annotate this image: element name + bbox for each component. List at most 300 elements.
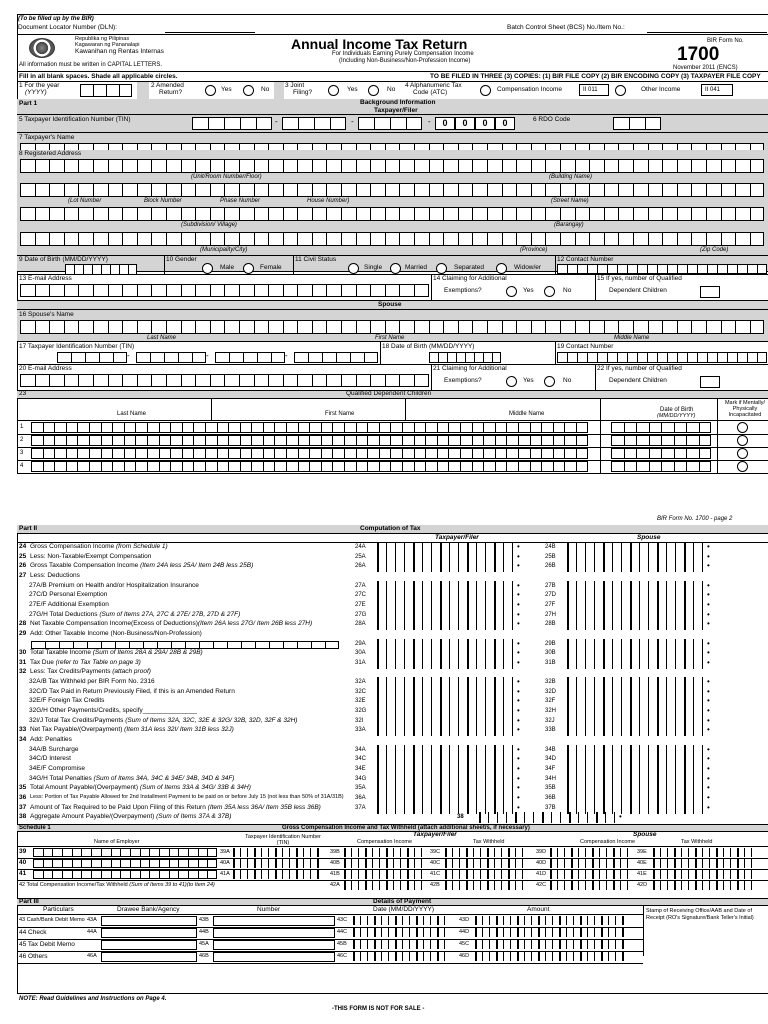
child-dob-field[interactable]	[611, 435, 711, 446]
dln-label: Document Locator Number (DLN):	[18, 24, 117, 31]
amount-field-taxpayer[interactable]	[377, 658, 521, 669]
item1-sub: (YYYY)	[25, 89, 47, 96]
atc-other-radio[interactable]	[615, 85, 626, 96]
line-code-a: 36A	[355, 794, 366, 801]
payment-code: 45C	[459, 941, 470, 947]
exemption-yes-label: Yes	[523, 287, 534, 294]
child-name-field[interactable]	[31, 435, 588, 446]
child-name-field[interactable]	[31, 422, 588, 433]
line-number: 33	[19, 726, 27, 734]
line42-code: 42A	[330, 882, 340, 888]
line-code-a: 32A	[355, 679, 366, 686]
line-number: 28	[19, 620, 27, 628]
line-description: 34G/H Total Penalties (Sum of Items 34A, 34C & 34E/ 34B, 34D & 34F)	[29, 774, 235, 782]
line-description: 32I/J Total Tax Credits/Payments (Sum of Items 32A, 32C, 32E & 32G/ 32B, 32D, 32F & 32H)	[29, 716, 298, 724]
tin-part2[interactable]	[282, 117, 346, 130]
spouse-tin-part1[interactable]	[57, 352, 127, 363]
line-number: 24	[19, 543, 27, 550]
comp-income-field[interactable]	[344, 870, 428, 879]
line-description: 32A/B Tax Withheld per BIR Form No. 2316	[29, 678, 155, 686]
schedule-code: 41E	[637, 871, 647, 877]
amount-field-total[interactable]	[479, 812, 623, 823]
spouse-dob-field[interactable]	[429, 352, 501, 363]
employer-tin-field[interactable]	[233, 870, 324, 879]
amount-field-spouse[interactable]	[567, 561, 711, 572]
spouse-comp-income-field[interactable]	[550, 870, 634, 879]
building-caption: (Building Name)	[549, 174, 593, 180]
child-dob-field[interactable]	[611, 422, 711, 433]
tax-withheld-field[interactable]	[445, 870, 529, 879]
item15-label: 15 If yes, number of Qualified	[597, 275, 682, 282]
line-code-b: 32H	[545, 708, 557, 715]
payment-code: 46A	[87, 953, 97, 959]
unit-caption: (Unit/Room Number/Floor)	[191, 174, 262, 180]
line-code-b: 31B	[545, 659, 556, 666]
item22-label: 22 If yes, number of Qualified	[597, 365, 682, 372]
item14-label: 14 Claiming for Additional	[433, 275, 507, 282]
incapacitated-radio[interactable]	[737, 435, 748, 446]
comp-income-field[interactable]	[344, 859, 428, 868]
payment-code: 46D	[459, 953, 470, 959]
page2-label: BIR Form No. 1700 - page 2	[657, 516, 733, 522]
tin-dash3: -	[428, 117, 431, 126]
line-number: 31	[19, 658, 27, 666]
spouse-total-tw-field[interactable]	[653, 881, 758, 890]
spouse-tin-dash3: -	[285, 351, 288, 360]
payment-date-field[interactable]	[353, 940, 451, 949]
spouse-email-field[interactable]	[20, 374, 430, 387]
schedule1-title: Gross Compensation Income and Tax Withheld (attach additional sheet/s, if necessary)	[282, 825, 530, 831]
spouse-tax-withheld-field[interactable]	[653, 870, 758, 879]
line-description: 27C/D Personal Exemption	[29, 591, 108, 599]
spouse-comp-income-field[interactable]	[550, 848, 634, 857]
item3-label: 3 Joint	[285, 82, 305, 89]
spouse-comp-income-field[interactable]	[550, 859, 634, 868]
guideline-note: NOTE: Read Guidelines and Instructions on Page 4.	[19, 996, 167, 1002]
address-line2[interactable]	[20, 183, 768, 197]
incapacitated-radio[interactable]	[737, 461, 748, 472]
joint-no-radio[interactable]	[368, 85, 379, 96]
item23-label: 23	[19, 390, 27, 397]
children-heading: Qualified Dependent Children	[346, 390, 432, 397]
payment-code: 44B	[199, 929, 209, 935]
schedule-code: 39A	[220, 849, 230, 855]
schedule-code: 40A	[220, 860, 230, 866]
employer-caption: Name of Employer	[94, 839, 140, 845]
computation-heading: Computation of Tax	[360, 525, 421, 532]
amended-yes-radio[interactable]	[205, 85, 216, 96]
subdivision-caption: (Subdivision/ Village)	[181, 222, 237, 228]
payment-code: 45B	[337, 941, 347, 947]
line-code-a: 33A	[355, 727, 366, 734]
child-middle-caption: Middle Name	[509, 411, 545, 417]
spouse-tax-withheld-field[interactable]	[653, 859, 758, 868]
form-date: November 2011 (ENCS)	[673, 65, 738, 71]
spouse-middle-caption: Middle Name	[614, 335, 650, 341]
drawee-caption: Drawee Bank/Agency	[117, 906, 180, 913]
child-row-number: 2	[20, 437, 24, 443]
agency-line3: Kawanihan ng Rentas Internas	[75, 48, 164, 55]
child-dob-field[interactable]	[611, 461, 711, 472]
employer-tin-field[interactable]	[233, 848, 324, 857]
child-name-field[interactable]	[31, 448, 588, 459]
tin-branch[interactable]: 0 0 0 0	[435, 117, 515, 130]
amount-field-taxpayer[interactable]	[377, 561, 521, 572]
zip-caption: (Zip Code)	[700, 247, 729, 253]
item21-sub: Exemptions?	[444, 377, 482, 384]
atc-code2: II 041	[701, 84, 733, 96]
line-code-b: 30B	[545, 650, 556, 657]
item9-label: 9 Date of Birth (MM/DD/YYYY)	[19, 256, 108, 263]
sched-tw-caption: Tax Withheld	[473, 839, 505, 845]
spouse-first-caption: First Name	[375, 335, 405, 341]
lot-caption: (Lot Number	[68, 198, 102, 204]
sched-taxpayer-heading: Taxpayer/Filer	[413, 831, 457, 838]
child-row-number: 3	[20, 450, 24, 456]
total-tax-withheld-field[interactable]	[445, 881, 529, 890]
not-for-sale: -THIS FORM IS NOT FOR SALE -	[332, 1006, 425, 1012]
employer-name-field[interactable]	[33, 870, 217, 879]
line-number: 36	[19, 793, 27, 801]
line-description: Net Taxable Compensation Income(Excess of Deductions)(Item 26A less 27G/ Item 26B less 27H)	[30, 620, 313, 628]
line-code-a: 25A	[355, 553, 366, 560]
payment-code: 43D	[459, 917, 470, 923]
province-caption: (Province)	[520, 247, 548, 253]
line-code-b: 32J	[545, 717, 555, 724]
spouse-dependents-field[interactable]	[700, 376, 720, 388]
spouse-name-field[interactable]	[20, 320, 768, 334]
line42-label: 42 Total Compensation Income/Tax Withheld (Sum of Items 39 to 41)(to Item 24)	[19, 882, 215, 888]
fill-note: Fill in all blank spaces. Shade all applicable circles.	[19, 73, 178, 80]
payment-amount-field[interactable]	[475, 916, 629, 925]
schedule-code: 39D	[536, 849, 547, 855]
female-label: Female	[260, 264, 282, 271]
payment-number-field[interactable]	[213, 940, 335, 950]
payment-date-field[interactable]	[353, 928, 451, 937]
spouse-exemption-no-label: No	[563, 377, 572, 384]
payment-date-field[interactable]	[353, 916, 451, 925]
line-code: 38	[457, 814, 464, 821]
schedule-code: 40B	[330, 860, 340, 866]
children-table	[17, 421, 768, 473]
line-code-a: 31A	[355, 659, 366, 666]
other-income-description[interactable]	[31, 641, 339, 649]
separated-radio[interactable]	[436, 263, 447, 274]
payment-amount-field[interactable]	[475, 928, 629, 937]
item3-sub: Filing?	[293, 89, 313, 96]
amount-caption: Amount	[527, 906, 550, 913]
line-number: 38	[19, 813, 27, 821]
form-page-1	[17, 14, 768, 474]
line42-code: 42D	[637, 882, 648, 888]
spouse-tax-withheld-field[interactable]	[653, 848, 758, 857]
exemption-no-radio[interactable]	[544, 286, 555, 297]
line-code-b: 27D	[545, 592, 557, 599]
schedule-row-number: 39	[19, 848, 27, 855]
item7-label: 7 Taxpayer's Name	[19, 134, 75, 141]
child-name-field[interactable]	[31, 461, 588, 472]
line-code-a: 27E	[355, 601, 366, 608]
rdo-field[interactable]	[613, 117, 661, 130]
payment-number-field[interactable]	[213, 928, 335, 938]
schedule-code: 41C	[430, 871, 441, 877]
line-code-a: 27A	[355, 582, 366, 589]
line-description: Gross Taxable Compensation Income (Item 24A less 25A/ Item 24B less 25B)	[30, 562, 254, 570]
child-last-caption: Last Name	[117, 411, 147, 417]
line-number: 37	[19, 803, 27, 811]
child-dob-field[interactable]	[611, 448, 711, 459]
drawee-bank-field[interactable]	[101, 928, 197, 938]
particulars-caption: Particulars	[43, 906, 74, 913]
schedule-code: 41B	[330, 871, 340, 877]
spouse-tin-dash2: -	[206, 351, 209, 360]
background-heading: Background Information	[360, 99, 436, 106]
line-description: Amount of Tax Required to be Paid Upon Filing of this Return (Item 35A less 36A/ Item 35B less 36B)	[30, 803, 321, 811]
line-description: 34C/D Interest	[29, 755, 71, 763]
amended-no-label: No	[261, 86, 270, 93]
line-code-b: 27B	[545, 582, 556, 589]
form-title: Annual Income Tax Return	[291, 36, 468, 52]
employer-name-field[interactable]	[33, 859, 217, 868]
address-line3[interactable]	[20, 207, 768, 221]
schedule1-rows	[17, 847, 768, 897]
line-code-a: 32C	[355, 688, 367, 695]
line-description: 27A/B Premium on Health and/or Hospitalization Insurance	[29, 581, 199, 589]
amount-field-spouse[interactable]	[567, 725, 711, 736]
schedule-code: 39B	[330, 849, 340, 855]
item13-label: 13 E-mail Address	[19, 275, 72, 282]
sched-comp-caption: Compensation Income	[357, 839, 413, 845]
p2-taxpayer-heading: Taxpayer/Filer	[435, 534, 479, 541]
line-number: 29	[19, 629, 27, 637]
tax-withheld-field[interactable]	[445, 859, 529, 868]
total-comp-income-field[interactable]	[344, 881, 428, 890]
payment-number-field[interactable]	[213, 916, 335, 926]
line-number: 27	[19, 571, 27, 579]
part3-label: Part III	[19, 898, 39, 905]
schedule-code: 40D	[536, 860, 547, 866]
tax-withheld-field[interactable]	[445, 848, 529, 857]
block-caption: Block Number	[144, 198, 182, 204]
line-code-b: 26B	[545, 563, 556, 570]
agency-line1: Republika ng Pilipinas	[75, 36, 130, 42]
item12-label: 12 Contact Number	[557, 256, 614, 263]
form-subtitle2: (Including Non-Business/Non-Profession Income)	[339, 58, 471, 64]
line-description: Less: Portion of Tax Payable Allowed for 2nd Installment Payment to be paid on or before July 15 (not less than 50% of 31A/31B)	[30, 793, 344, 800]
schedule-code: 41A	[220, 871, 230, 877]
tin-part1[interactable]	[192, 117, 272, 130]
line-code-a: 27C	[355, 592, 367, 599]
line-code-b: 34F	[545, 765, 556, 772]
tin-dash2: -	[351, 117, 354, 126]
form-no-label: BIR Form No.	[707, 38, 744, 44]
form-subtitle1: For Individuals Earning Purely Compensation Income	[332, 51, 474, 57]
line-code-a: 28A	[355, 621, 366, 628]
widow-radio[interactable]	[496, 263, 507, 274]
item18-label: 18 Date of Birth (MM/DD/YYYY)	[382, 343, 475, 350]
item2-sub: Return?	[159, 89, 183, 96]
spouse-total-comp-field[interactable]	[550, 881, 634, 890]
comp-income-field[interactable]	[344, 848, 428, 857]
drawee-bank-field[interactable]	[101, 952, 197, 962]
spouse-contact-field[interactable]	[557, 352, 767, 363]
male-radio[interactable]	[202, 263, 213, 274]
line-code-a: 34A	[355, 746, 366, 753]
payment-particular: 43 Cash/Bank Debit Memo	[19, 917, 85, 923]
line-code-a: 24A	[355, 544, 366, 550]
line-description: 27G/H Total Deductions (Sum of Items 27A, 27C & 27E/ 27B, 27D & 27F)	[29, 610, 241, 618]
payment-amount-field[interactable]	[475, 940, 629, 949]
single-label: Single	[364, 264, 383, 271]
tin-part3[interactable]	[358, 117, 422, 130]
child-row-number: 1	[20, 424, 24, 430]
form-number: 1700	[677, 44, 720, 65]
address-line1[interactable]	[20, 159, 768, 173]
payment-code: 46C	[337, 953, 348, 959]
payment-code: 43C	[337, 917, 348, 923]
employer-tin-field[interactable]	[233, 859, 324, 868]
item8-label: 8 Registered Address	[19, 150, 82, 157]
line-code-a: 32I	[355, 717, 364, 724]
line-number: 34	[19, 736, 27, 743]
line-code-a: 27G	[355, 611, 367, 618]
capital-note: All information must be written in CAPITAL LETTERS.	[19, 62, 163, 68]
schedule-code: 39C	[430, 849, 441, 855]
schedule-code: 40C	[430, 860, 441, 866]
line-description: Less: Tax Credits/Payments (attach proof)	[30, 668, 151, 676]
email-field[interactable]	[20, 284, 430, 297]
address-line4[interactable]	[20, 232, 768, 246]
tin-dash1: -	[275, 117, 278, 126]
line-code-b: 25B	[545, 553, 556, 560]
line-code-a: 32G	[355, 708, 367, 715]
payment-code: 46B	[199, 953, 209, 959]
line-description: Tax Due (refer to Tax Table on page 3)	[30, 658, 141, 666]
line42-code: 42B	[430, 882, 440, 888]
sched-spouse-tw-caption: Tax Withheld	[681, 839, 713, 845]
line-code-b: 32D	[545, 688, 557, 695]
child-dob-caption: Date of Birth	[660, 407, 694, 413]
amount-field-taxpayer[interactable]	[377, 725, 521, 736]
schedule-row-number: 40	[19, 859, 27, 866]
spouse-tin-part4[interactable]	[294, 352, 378, 363]
payment-code: 43A	[87, 917, 97, 923]
year-field[interactable]	[80, 84, 132, 97]
female-radio[interactable]	[243, 263, 254, 274]
item21-label: 21 Claiming for Additional	[433, 365, 507, 372]
line-code-a: 34G	[355, 775, 367, 782]
spouse-heading: Spouse	[378, 301, 402, 308]
line-description: Net Tax Payable/(Overpayment) (Item 31A less 32I/ Item 31B less 32J)	[30, 726, 234, 734]
spouse-tin-part2[interactable]	[136, 352, 206, 363]
line-description: Add: Penalties	[30, 736, 72, 743]
amended-yes-label: Yes	[221, 86, 232, 93]
item1-label: 1 For the year	[19, 82, 60, 89]
line-number: 32	[19, 668, 27, 676]
line-code-b: 37B	[545, 804, 556, 811]
payment-date-field[interactable]	[353, 952, 451, 961]
married-label: Married	[405, 264, 428, 271]
payment-code: 43B	[199, 917, 209, 923]
line-description: Total Amount Payable/(Overpayment) (Sum of Items 33A & 34G/ 33B & 34H)	[30, 784, 251, 792]
line42-code: 42C	[536, 882, 547, 888]
joint-yes-label: Yes	[347, 86, 358, 93]
line-code-a: 32E	[355, 698, 366, 705]
item4-sub: Code (ATC)	[413, 89, 448, 96]
exemption-yes-radio[interactable]	[506, 286, 517, 297]
incapacitated-radio[interactable]	[737, 422, 748, 433]
spouse-tin-part3[interactable]	[215, 352, 285, 363]
payment-rows	[17, 915, 643, 963]
payment-code: 44A	[87, 929, 97, 935]
contact-field[interactable]	[557, 264, 767, 274]
bir-note: (To be filled up by the BIR)	[18, 16, 94, 22]
spouse-exemption-yes-label: Yes	[523, 377, 534, 384]
line-description: Aggregate Amount Payable/(Overpayment) (Sum of Items 37A & 37B)	[30, 813, 232, 821]
form-page-2	[17, 514, 768, 1014]
line-code-b: 29B	[545, 640, 556, 647]
amount-field-taxpayer[interactable]	[377, 619, 521, 630]
part2-label: Part II	[19, 525, 38, 532]
payment-number-field[interactable]	[213, 952, 335, 962]
taxpayer-filer-heading: Taxpayer/Filer	[374, 107, 418, 114]
amount-field-spouse[interactable]	[567, 619, 711, 630]
payment-amount-field[interactable]	[475, 952, 629, 961]
item15-sub: Dependent Children	[609, 287, 667, 294]
dependents-count-field[interactable]	[700, 286, 720, 298]
widow-label: Widow/er	[514, 264, 542, 271]
sched-spouse-comp-caption: Compensation Income	[580, 839, 636, 845]
item10-label: 10 Gender	[166, 256, 197, 263]
amended-no-radio[interactable]	[243, 85, 254, 96]
item17-label: 17 Taxpayer Identification Number (TIN)	[19, 343, 135, 350]
line-code-a: 34E	[355, 765, 366, 772]
spouse-exemption-no-radio[interactable]	[544, 376, 555, 387]
amount-field-spouse[interactable]	[567, 658, 711, 669]
line-code-a: 34C	[355, 756, 367, 763]
line-code-a: 26A	[355, 563, 366, 570]
employer-name-field[interactable]	[33, 848, 217, 857]
phase-caption: Phase Number	[220, 198, 261, 204]
child-row-number: 4	[20, 463, 24, 469]
joint-no-label: No	[387, 86, 396, 93]
drawee-bank-field[interactable]	[101, 916, 197, 926]
line-description: Add: Other Taxable Income (Non-Business/Non-Profession)	[30, 629, 202, 637]
atc-other-label: Other Income	[641, 86, 681, 93]
single-radio[interactable]	[348, 263, 359, 274]
separated-label: Separated	[454, 264, 484, 271]
item2-label: 2 Amended	[151, 82, 184, 89]
line-description: 34A/B Surcharge	[29, 745, 79, 753]
exemption-no-label: No	[563, 287, 572, 294]
spouse-exemption-yes-radio[interactable]	[506, 376, 517, 387]
line-code-a: 30A	[355, 650, 366, 657]
incapacitated-caption: Mark if Mentally/ Physically Incapacitated	[724, 400, 766, 418]
line-code-b: 36B	[545, 794, 556, 801]
spouse-last-caption: Last Name	[147, 335, 177, 341]
drawee-bank-field[interactable]	[101, 940, 197, 950]
incapacitated-radio[interactable]	[737, 448, 748, 459]
married-radio[interactable]	[390, 263, 401, 274]
line-description: 32C/D Tax Paid in Return Previously Filed, if this is an Amended Return	[29, 687, 235, 695]
child-dob-format: (MM/DD/YYYY)	[657, 413, 696, 419]
atc-comp-radio[interactable]	[480, 85, 491, 96]
sched-spouse-heading: Spouse	[633, 831, 657, 838]
spouse-tin-dash1: -	[127, 351, 130, 360]
item4-label: 4 Alphanumeric Tax	[405, 82, 462, 89]
payment-code: 45A	[199, 941, 209, 947]
joint-yes-radio[interactable]	[328, 85, 339, 96]
